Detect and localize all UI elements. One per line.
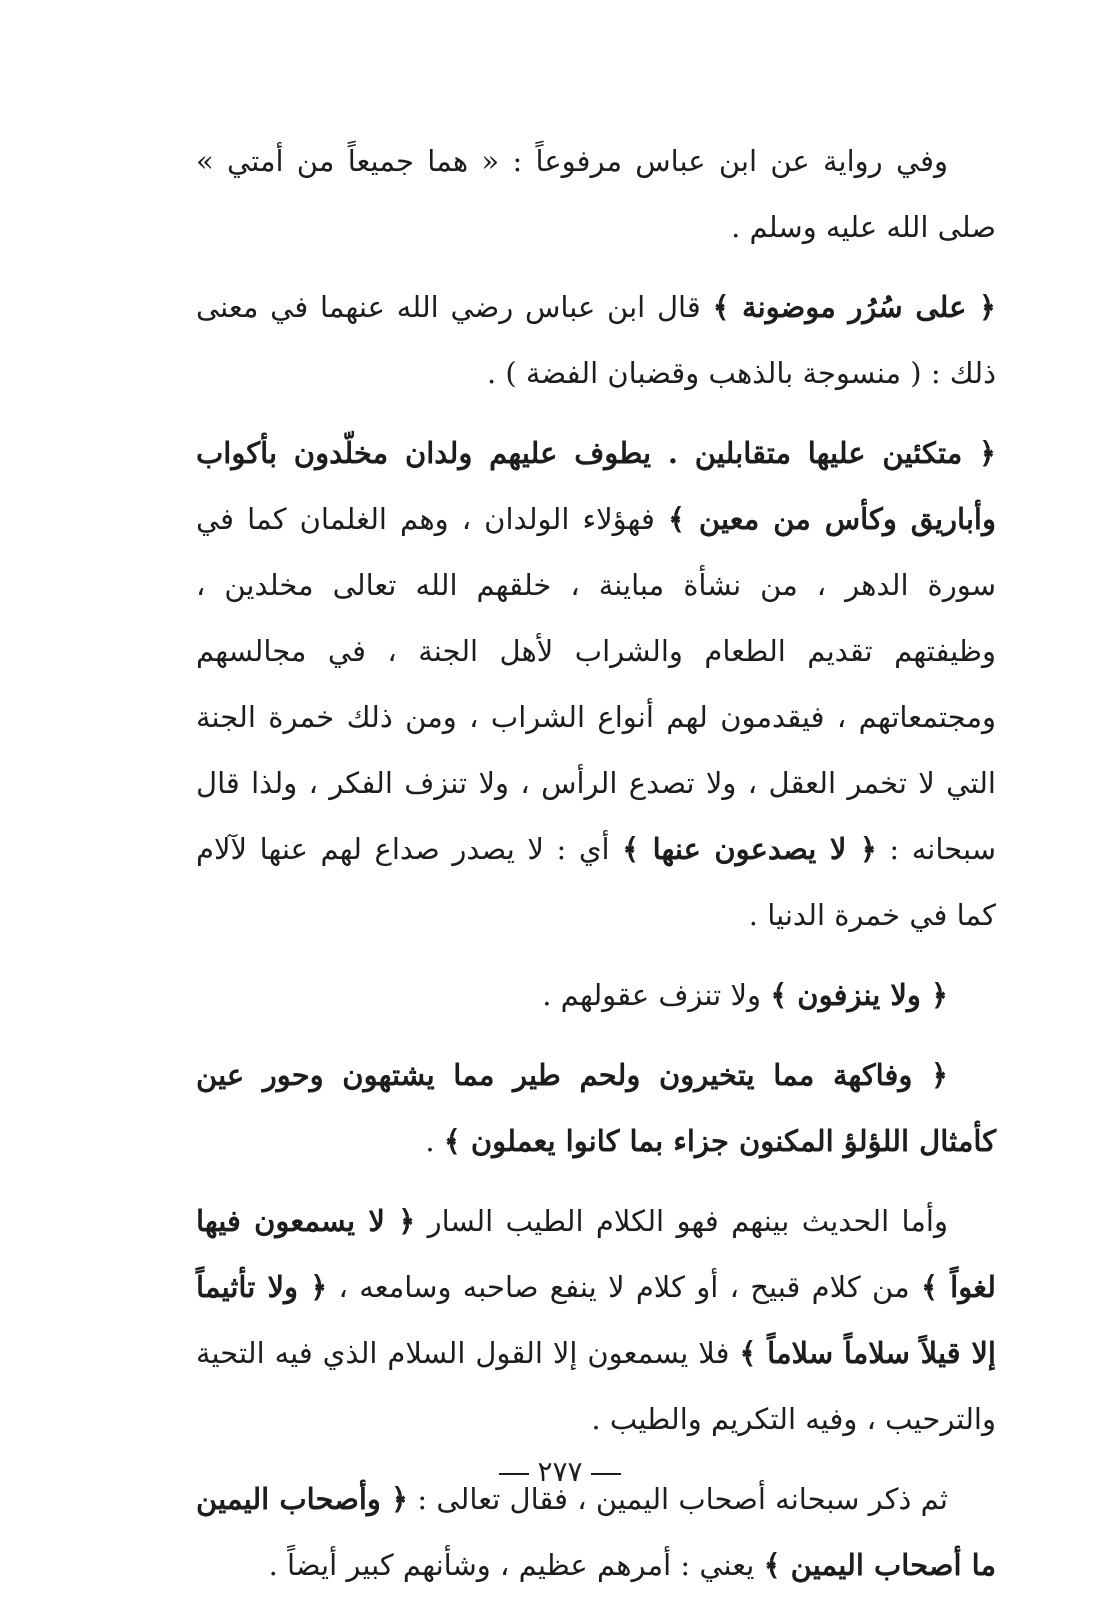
quran-verse: ﴿ ولا تأثيماً إلا قيلاً سلاماً سلاماً ﴾	[196, 1270, 996, 1370]
commentary-text: ولا تنزف عقولهم .	[542, 978, 771, 1012]
quran-verse: ﴿ متكئين عليها متقابلين . يطوف عليهم ولدان مخلّدون بأكواب وأباريق وكأس من معين ﴾	[196, 436, 996, 536]
commentary-text: وأما الحديث بينهم فهو الكلام الطيب السار	[415, 1204, 948, 1238]
paragraph	[196, 274, 996, 406]
page-number	[0, 1455, 1120, 1488]
page-number-text: ٢٧٧	[537, 1455, 583, 1488]
quran-verse: ﴿ وفاكهة مما يتخيرون ولحم طير مما يشتهون وحور عين كأمثال اللؤلؤ المكنون جزاء بما كانوا يعملون ﴾	[196, 1058, 996, 1158]
commentary-text: أي : لا يصدر صداع لهم عنها لآلام كما في خمرة الدنيا .	[196, 832, 996, 932]
commentary-text: من كلام قبيح ، أو كلام لا ينفع صاحبه وسامعه ،	[327, 1270, 921, 1304]
commentary-text: وفي رواية عن ابن عباس مرفوعاً : « هما جميعاً من أمتي » صلى الله عليه وسلم .	[196, 144, 996, 244]
commentary-text: .	[425, 1124, 444, 1158]
quran-verse: ﴿ وأصحاب اليمين ما أصحاب اليمين ﴾	[196, 1482, 996, 1582]
quran-verse: ﴿ على سُرُر موضونة ﴾	[712, 290, 996, 324]
paragraph	[196, 1188, 996, 1452]
paragraph	[196, 420, 996, 948]
paragraph	[196, 962, 996, 1028]
paragraph	[196, 1042, 996, 1174]
commentary-text: فلا يسمعون إلا القول السلام الذي فيه التحية والترحيب ، وفيه التكريم والطيب .	[196, 1336, 996, 1436]
commentary-text: ثم ذكر سبحانه أصحاب اليمين ، فقال تعالى :	[408, 1482, 949, 1516]
commentary-text: يعني : أمرهم عظيم ، وشأنهم كبير أيضاً .	[268, 1548, 764, 1582]
quran-verse: ﴿ ولا ينزفون ﴾	[770, 978, 948, 1012]
commentary-text: قال ابن عباس رضي الله عنهما في معنى ذلك : ( منسوجة بالذهب وقضبان الفضة ) .	[196, 290, 996, 390]
commentary-text: فهؤلاء الولدان ، وهم الغلمان كما في سورة الدهر ، من نشأة مباينة ، خلقهم الله تعالى مخلدين ، وظيفتهم تقديم الطعام والشراب لأهل الجنة ، في مجالسهم ومجتمعاتهم ، فيقدمون لهم أنواع الشراب ، ومن ذلك خمرة الجنة التي لا تخمر العقل ، ولا تصدع الرأس ، ولا تنزف الفكر ، ولذا قال سبحانه :	[196, 502, 996, 866]
folio-dash-right	[591, 1473, 621, 1475]
quran-verse: ﴿ لا يسمعون فيها لغواً ﴾	[196, 1204, 996, 1304]
page-body	[196, 128, 996, 1612]
quran-verse: ﴿ لا يصدعون عنها ﴾	[622, 832, 877, 866]
paragraph	[196, 128, 996, 260]
folio-dash-left	[499, 1473, 529, 1475]
